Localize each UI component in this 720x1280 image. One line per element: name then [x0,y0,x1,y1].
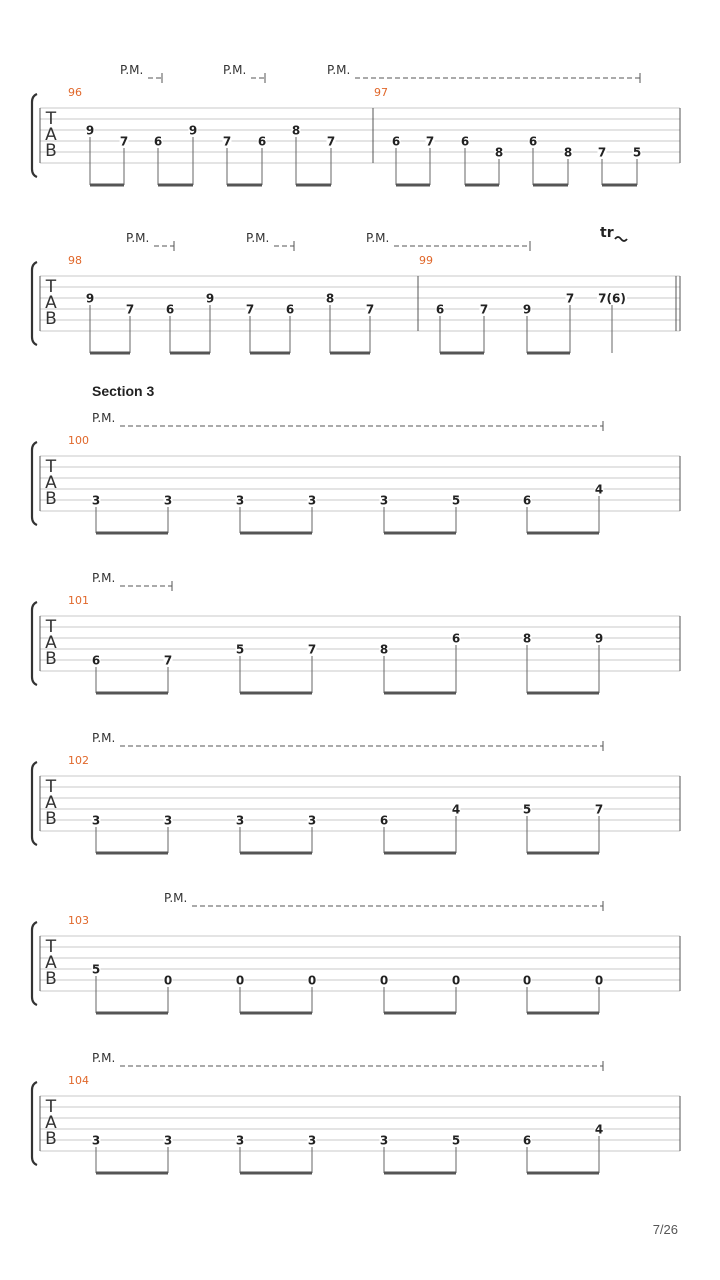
fret-number: 9 [85,291,95,306]
palm-mute-label: P.M. [92,571,116,585]
fret-number: 9 [85,123,95,138]
fret-number: 7 [245,302,255,317]
fret-number: 3 [163,813,173,828]
fret-number: 3 [163,1133,173,1148]
fret-number: 6 [528,134,538,149]
tab-clef-letter: A [45,473,57,493]
system-bracket [32,602,37,685]
measure-number: 98 [68,254,82,267]
fret-number: 3 [91,493,101,508]
fret-number: 5 [91,962,101,977]
fret-number: 3 [379,493,389,508]
tab-clef-letter: B [45,649,57,669]
fret-number: 4 [594,1122,604,1137]
palm-mute-label: P.M. [126,231,150,245]
fret-number: 0 [522,973,532,988]
fret-number: 0 [307,973,317,988]
fret-number: 6 [391,134,401,149]
fret-number: 6 [522,1133,532,1148]
palm-mute-label: P.M. [223,63,247,77]
tab-clef-letter: A [45,293,57,313]
tab-clef-letter: B [45,1129,57,1149]
tab-clef-letter: T [45,109,57,129]
section-title: Section 3 [92,383,155,399]
fret-number: 6 [257,134,267,149]
palm-mute-label: P.M. [327,63,351,77]
fret-number: 9 [188,123,198,138]
tab-clef-letter: T [45,777,57,797]
fret-number: 8 [325,291,335,306]
fret-number: 3 [379,1133,389,1148]
palm-mute-label: P.M. [164,891,188,905]
fret-number: 7 [307,642,317,657]
fret-number: 7 [425,134,435,149]
fret-number: 6 [153,134,163,149]
system-bracket [32,94,37,177]
measure-number: 96 [68,86,82,99]
tab-clef-letter: B [45,809,57,829]
fret-number: 7 [594,802,604,817]
fret-number: 7 [119,134,129,149]
measure-number: 99 [419,254,433,267]
tab-clef-letter: A [45,633,57,653]
fret-number: 6 [435,302,445,317]
tab-clef-letter: T [45,937,57,957]
fret-number: 7 [163,653,173,668]
trill-label: tr [600,225,614,241]
fret-number: 7 [565,291,575,306]
fret-number: 6 [379,813,389,828]
system-bracket [32,262,37,345]
fret-number: 8 [379,642,389,657]
palm-mute-label: P.M. [366,231,390,245]
measure-number: 100 [68,434,89,447]
fret-number: 8 [563,145,573,160]
page-number: 7/26 [652,1222,678,1237]
measure-number: 103 [68,914,89,927]
fret-number: 5 [522,802,532,817]
fret-number: 0 [163,973,173,988]
fret-number: 3 [235,813,245,828]
fret-number: 3 [235,1133,245,1148]
fret-number: 3 [307,813,317,828]
palm-mute-label: P.M. [120,63,144,77]
palm-mute-label: P.M. [92,1051,116,1065]
fret-number: 4 [451,802,461,817]
tab-clef-letter: T [45,1097,57,1117]
fret-number: 6 [460,134,470,149]
fret-number: 7 [326,134,336,149]
trill-wave [615,237,627,241]
fret-number: 6 [451,631,461,646]
fret-number: 7(6) [598,291,626,306]
fret-number: 3 [307,493,317,508]
fret-number: 8 [494,145,504,160]
tab-clef-letter: T [45,277,57,297]
fret-number: 3 [163,493,173,508]
fret-number: 9 [594,631,604,646]
fret-number: 7 [479,302,489,317]
tab-clef-letter: A [45,793,57,813]
fret-number: 6 [285,302,295,317]
palm-mute-label: P.M. [92,411,116,425]
fret-number: 3 [307,1133,317,1148]
fret-number: 0 [594,973,604,988]
tab-clef-letter: B [45,489,57,509]
tab-clef-letter: A [45,953,57,973]
fret-number: 5 [235,642,245,657]
system-bracket [32,762,37,845]
system-bracket [32,922,37,1005]
tab-clef-letter: B [45,309,57,329]
tab-clef-letter: B [45,141,57,161]
tab-clef-letter: T [45,617,57,637]
fret-number: 7 [125,302,135,317]
system-bracket [32,1082,37,1165]
fret-number: 8 [522,631,532,646]
measure-number: 97 [374,86,388,99]
system-bracket [32,442,37,525]
tab-clef-letter: T [45,457,57,477]
fret-number: 0 [379,973,389,988]
measure-number: 102 [68,754,89,767]
tab-clef-letter: A [45,1113,57,1133]
fret-number: 7 [222,134,232,149]
measure-number: 101 [68,594,89,607]
fret-number: 8 [291,123,301,138]
tab-clef-letter: A [45,125,57,145]
fret-number: 7 [365,302,375,317]
fret-number: 3 [91,813,101,828]
fret-number: 5 [451,1133,461,1148]
palm-mute-label: P.M. [246,231,270,245]
fret-number: 3 [91,1133,101,1148]
fret-number: 5 [451,493,461,508]
fret-number: 7 [597,145,607,160]
measure-number: 104 [68,1074,89,1087]
tab-clef-letter: B [45,969,57,989]
fret-number: 4 [594,482,604,497]
fret-number: 0 [235,973,245,988]
fret-number: 3 [235,493,245,508]
fret-number: 9 [205,291,215,306]
fret-number: 5 [632,145,642,160]
fret-number: 9 [522,302,532,317]
fret-number: 6 [522,493,532,508]
fret-number: 6 [91,653,101,668]
fret-number: 6 [165,302,175,317]
palm-mute-label: P.M. [92,731,116,745]
fret-number: 0 [451,973,461,988]
